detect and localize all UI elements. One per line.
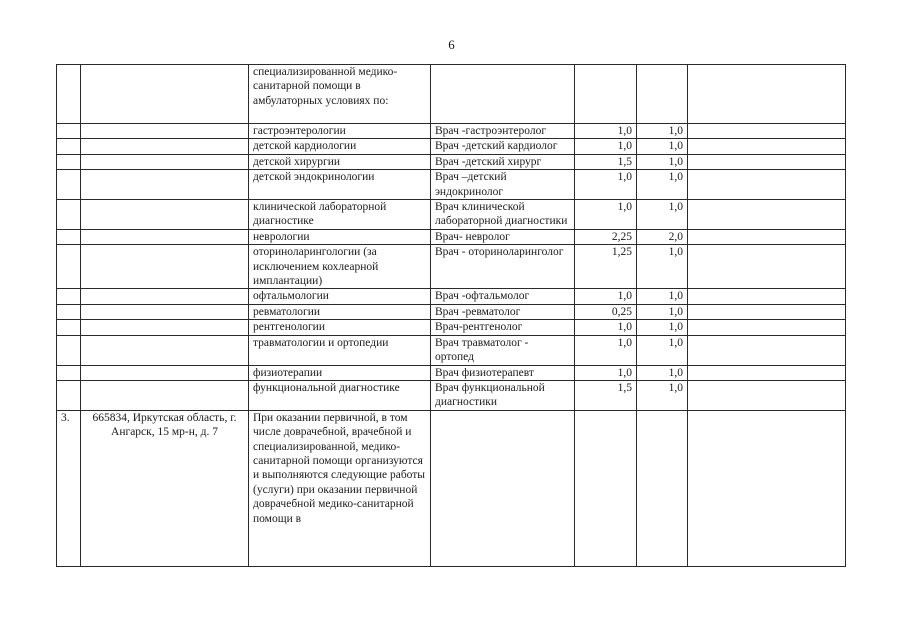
notes-cell: [688, 410, 846, 566]
position-cell: Врач функциональной диагностики: [431, 380, 575, 410]
rate2-cell: 1,0: [637, 380, 688, 410]
position-cell: Врач -офтальмолог: [431, 289, 575, 304]
address-cell: [81, 65, 249, 124]
service-cell: клинической лабораторной диагностике: [249, 200, 431, 230]
rate1-cell: 1,0: [575, 139, 637, 154]
table-row: [57, 170, 846, 200]
position-cell: Врач –детский эндокринолог: [431, 170, 575, 200]
table-row: [57, 139, 846, 154]
rate1-cell: 1,0: [575, 365, 637, 380]
rate2-cell: 1,0: [637, 124, 688, 139]
rate2-cell: 1,0: [637, 200, 688, 230]
rate2-cell: 1,0: [637, 139, 688, 154]
rate2-cell: [637, 65, 688, 124]
table-row: [57, 365, 846, 380]
rate2-cell: 1,0: [637, 320, 688, 335]
rate1-cell: 1,0: [575, 335, 637, 365]
table-row: [57, 380, 846, 410]
service-cell: детской хирургии: [249, 154, 431, 169]
rate1-cell: 1,0: [575, 200, 637, 230]
page-number: 6: [448, 37, 455, 52]
position-cell: Врач физиотерапевт: [431, 365, 575, 380]
rate1-cell: [575, 65, 637, 124]
position-cell: Врач- невролог: [431, 229, 575, 244]
rate1-cell: 2,25: [575, 229, 637, 244]
table-row: [57, 65, 846, 124]
rate2-cell: [637, 410, 688, 566]
staffing-table: [56, 64, 846, 567]
position-cell: Врач-рентгенолог: [431, 320, 575, 335]
service-cell: офтальмологии: [249, 289, 431, 304]
service-cell: При оказании первичной, в том числе доврачебной, врачебной и специализированной, медико-санитарной помощи организуются и выполняются следующие работы (услуги) при оказании первичной доврачебной медико-санитарной помощи в: [249, 410, 431, 566]
service-cell: функциональной диагностике: [249, 380, 431, 410]
position-cell: [431, 65, 575, 124]
position-cell: [431, 410, 575, 566]
rate2-cell: 1,0: [637, 289, 688, 304]
rate1-cell: [575, 410, 637, 566]
position-cell: Врач -детский хирург: [431, 154, 575, 169]
rate2-cell: 1,0: [637, 365, 688, 380]
service-cell: оториноларингологии (за исключением кохлеарной имплантации): [249, 245, 431, 289]
table-row: [57, 289, 846, 304]
position-cell: Врач -детский кардиолог: [431, 139, 575, 154]
position-cell: Врач клинической лабораторной диагностики: [431, 200, 575, 230]
rate1-cell: 0,25: [575, 304, 637, 319]
table-row: [57, 304, 846, 319]
position-cell: Врач травматолог - ортопед: [431, 335, 575, 365]
table-row: [57, 229, 846, 244]
index-cell: [57, 65, 81, 124]
rate1-cell: 1,5: [575, 154, 637, 169]
rate1-cell: 1,0: [575, 170, 637, 200]
table-row: [57, 200, 846, 230]
rate1-cell: 1,25: [575, 245, 637, 289]
service-cell: травматологии и ортопедии: [249, 335, 431, 365]
position-cell: Врач -ревматолог: [431, 304, 575, 319]
service-cell: ревматологии: [249, 304, 431, 319]
rate2-cell: 2,0: [637, 229, 688, 244]
rate2-cell: 1,0: [637, 170, 688, 200]
table-row: [57, 320, 846, 335]
service-cell: рентгенологии: [249, 320, 431, 335]
table-row: [57, 124, 846, 139]
rate1-cell: 1,0: [575, 289, 637, 304]
service-cell: гастроэнтерологии: [249, 124, 431, 139]
service-cell: детской эндокринологии: [249, 170, 431, 200]
rate2-cell: 1,0: [637, 335, 688, 365]
notes-cell: [688, 65, 846, 124]
rate1-cell: 1,0: [575, 124, 637, 139]
rate2-cell: 1,0: [637, 304, 688, 319]
table-row: [57, 245, 846, 289]
service-cell: неврологии: [249, 229, 431, 244]
service-cell: физиотерапии: [249, 365, 431, 380]
service-cell: детской кардиологии: [249, 139, 431, 154]
position-cell: Врач -гастроэнтеролог: [431, 124, 575, 139]
rate1-cell: 1,5: [575, 380, 637, 410]
position-cell: Врач - оториноларинголог: [431, 245, 575, 289]
address-cell: 665834, Иркутская область, г. Ангарск, 15 мр-н, д. 7: [81, 410, 249, 566]
table-row: [57, 410, 846, 566]
service-cell: специализированной медико-санитарной помощи в амбулаторных условиях по:: [249, 65, 431, 124]
rate1-cell: 1,0: [575, 320, 637, 335]
rate2-cell: 1,0: [637, 245, 688, 289]
table-row: [57, 335, 846, 365]
rate2-cell: 1,0: [637, 154, 688, 169]
table-row: [57, 154, 846, 169]
index-cell: 3.: [57, 410, 81, 566]
